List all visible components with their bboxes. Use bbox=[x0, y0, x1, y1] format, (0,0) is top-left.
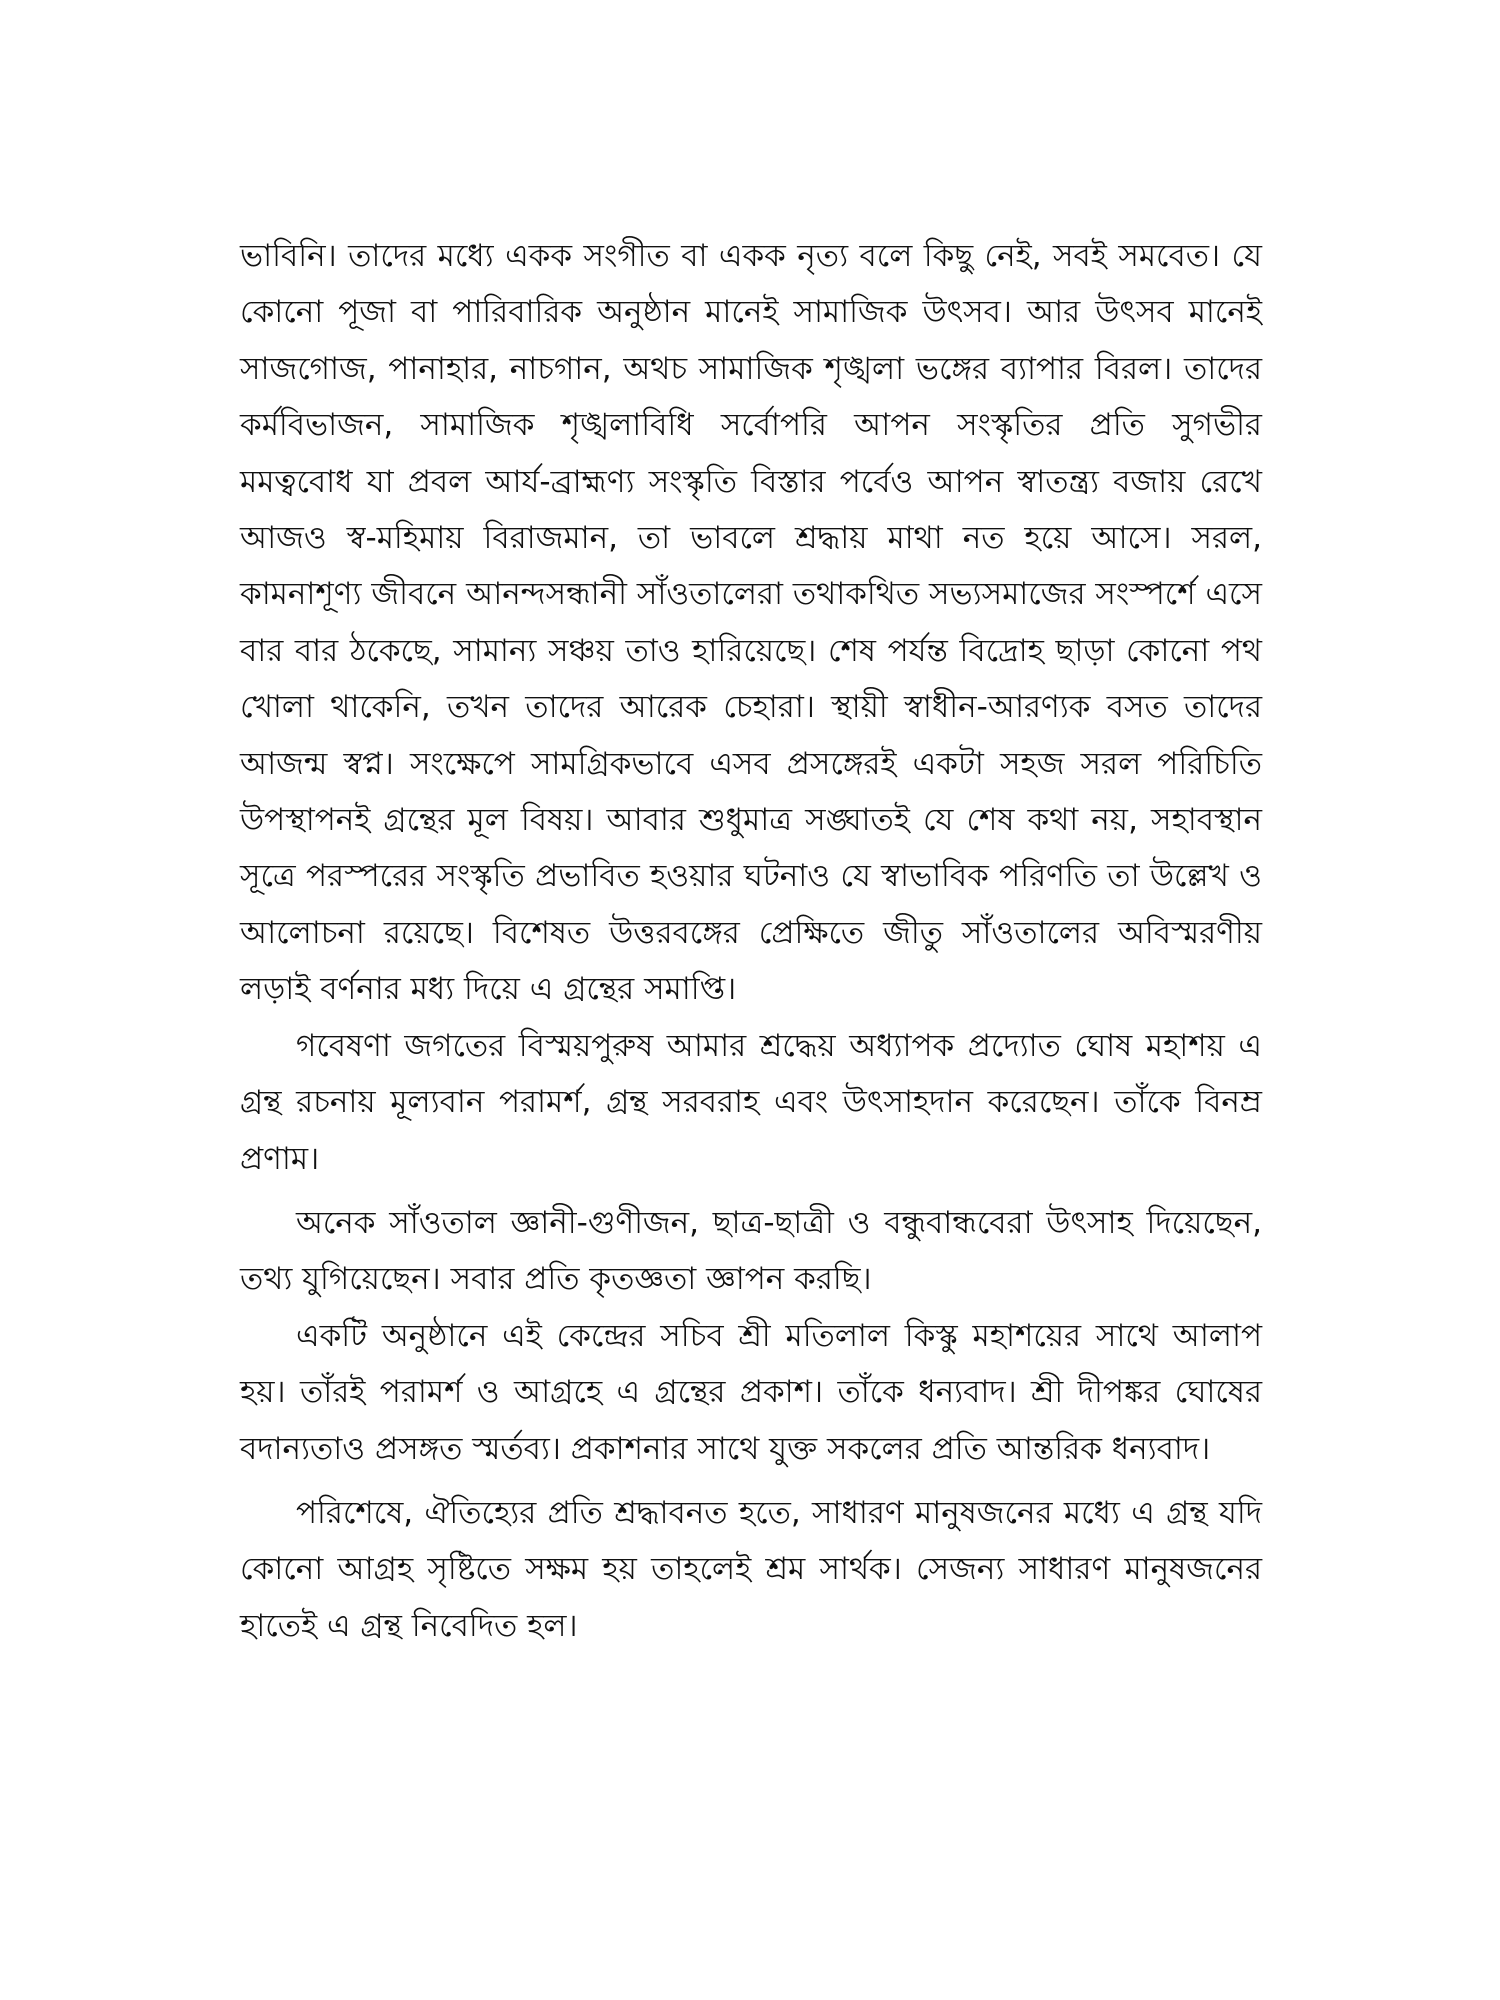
paragraph-4: একটি অনুষ্ঠানে এই কেন্দ্রের সচিব শ্রী মতিলাল কিস্কু মহাশয়ের সাথে আলাপ হয়। তাঁরই পরামর্শ ও আগ্রহে এ গ্রন্থের প্রকাশ। তাঁকে ধন্যবাদ। শ্রী দীপঙ্কর ঘোষের বদান্যতাও প্রসঙ্গত স্মর্তব্য। প্রকাশনার সাথে যুক্ত সকলের প্রতি আন্তরিক ধন্যবাদ। bbox=[240, 1317, 1262, 1467]
paragraph-2: গবেষণা জগতের বিস্ময়পুরুষ আমার শ্রদ্ধেয় অধ্যাপক প্রদ্যোত ঘোষ মহাশয় এ গ্রন্থ রচনায় মূল্যবান পরামর্শ, গ্রন্থ সরবরাহ এবং উৎসাহদান করেছেন। তাঁকে বিনম্র প্রণাম। bbox=[240, 1027, 1262, 1177]
paragraph-1: ভাবিনি। তাদের মধ্যে একক সংগীত বা একক নৃত্য বলে কিছু নেই, সবই সমবেত। যে কোনো পূজা বা পারিবারিক অনুষ্ঠান মানেই সামাজিক উৎসব। আর উৎসব মানেই সাজগোজ, পানাহার, নাচগান, অথচ সামাজিক শৃঙ্খলা ভঙ্গের ব্যাপার বিরল। তাদের কর্মবিভাজন, সামাজিক শৃঙ্খলাবিধি সর্বোপরি আপন সংস্কৃতির প্রতি সুগভীর মমত্ববোধ যা প্রবল আর্য-ব্রাহ্মণ্য সংস্কৃতি বিস্তার পর্বেও আপন স্বাতন্ত্র্য বজায় রেখে আজও স্ব-মহিমায় বিরাজমান, তা ভাবলে শ্রদ্ধায় মাথা নত হয়ে আসে। সরল, কামনাশূণ্য জীবনে আনন্দসন্ধানী সাঁওতালেরা তথাকথিত সভ্যসমাজের সংস্পর্শে এসে বার বার ঠকেছে, সামান্য সঞ্চয় তাও হারিয়েছে। শেষ পর্যন্ত বিদ্রোহ ছাড়া কোনো পথ খোলা থাকেনি, তখন তাদের আরেক চেহারা। স্থায়ী স্বাধীন-আরণ্যক বসত তাদের আজন্ম স্বপ্ন। সংক্ষেপে সামগ্রিকভাবে এসব প্রসঙ্গেরই একটা সহজ সরল পরিচিতি উপস্থাপনই গ্রন্থের মূল বিষয়। আবার শুধুমাত্র সঙ্ঘাতই যে শেষ কথা নয়, সহাবস্থান সূত্রে পরস্পরের সংস্কৃতি প্রভাবিত হওয়ার ঘটনাও যে স্বাভাবিক পরিণতি তা উল্লেখ ও আলোচনা রয়েছে। বিশেষত উত্তরবঙ্গের প্রেক্ষিতে জীতু সাঁওতালের অবিস্মরণীয় লড়াই বর্ণনার মধ্য দিয়ে এ গ্রন্থের সমাপ্তি। bbox=[240, 238, 1262, 1008]
paragraph-5: পরিশেষে, ঐতিহ্যের প্রতি শ্রদ্ধাবনত হতে, সাধারণ মানুষজনের মধ্যে এ গ্রন্থ যদি কোনো আগ্রহ সৃষ্টিতে সক্ষম হয় তাহলেই শ্রম সার্থক। সেজন্য সাধারণ মানুষজনের হাতেই এ গ্রন্থ নিবেদিত হল। bbox=[240, 1494, 1262, 1644]
body-text bbox=[240, 228, 1262, 1654]
paragraph-3: অনেক সাঁওতাল জ্ঞানী-গুণীজন, ছাত্র-ছাত্রী ও বন্ধুবান্ধবেরা উৎসাহ দিয়েছেন, তথ্য যুগিয়েছেন। সবার প্রতি কৃতজ্ঞতা জ্ঞাপন করছি। bbox=[240, 1204, 1262, 1298]
